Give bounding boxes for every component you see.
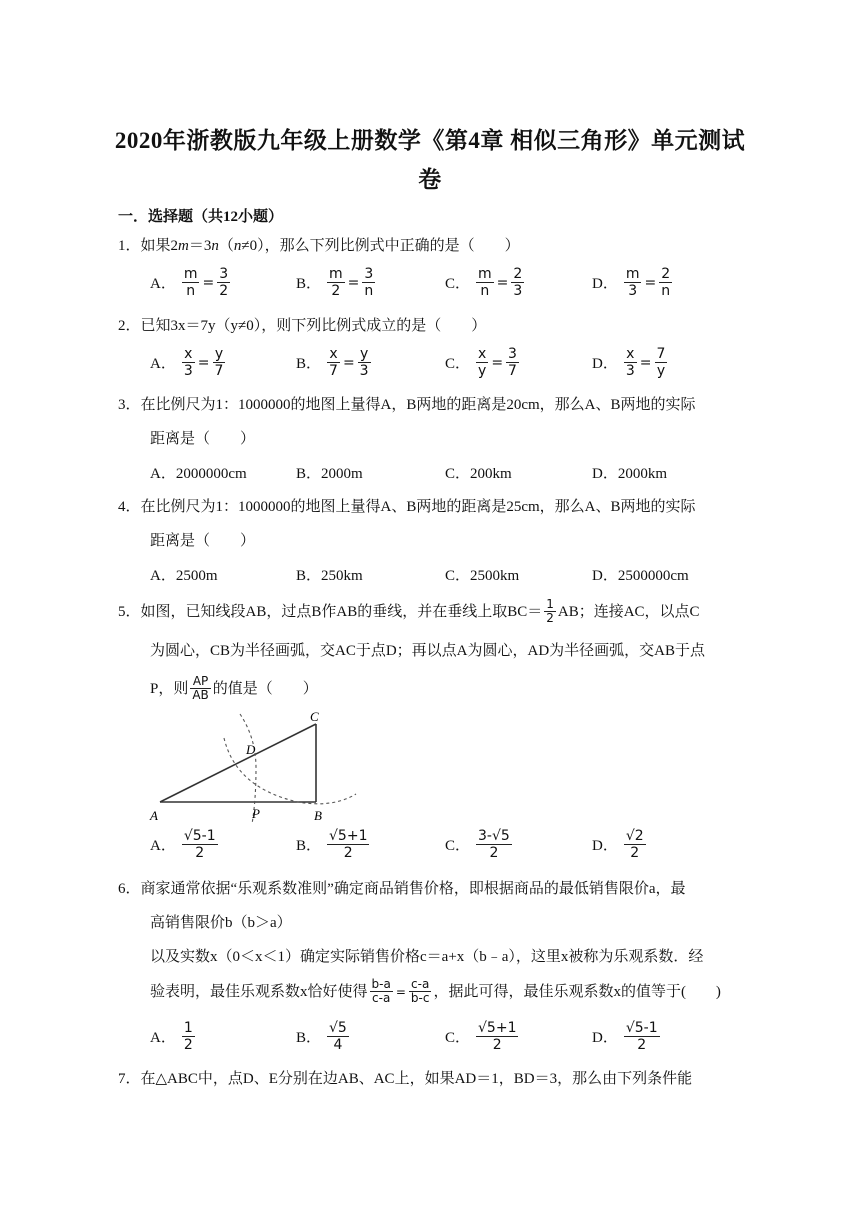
q6-option-c[interactable]: C． $\frac{√5+1}{2}$ (445, 1020, 517, 1053)
question-3-line2: 距离是（ ） (150, 431, 256, 447)
fraction: $\frac{m}{n}$ (478, 266, 492, 299)
q4-option-a[interactable]: A．2500m (150, 568, 218, 584)
q5-option-b[interactable]: B． $\frac{√5+1}{2}$ (296, 828, 368, 861)
fraction: $\frac{b-a}{c-a}$ (371, 977, 391, 1005)
question-6-line4: 验表明，最佳乐观系数x恰好使得 $\frac{b-a}{c-a}$ = $\frac{c-a}{b-c}$ ，据此可得，最佳乐观系数x的值等于( ) (150, 977, 721, 1005)
question-5-line2: 为圆心，CB为半径画弧，交AC于点D；再以点A为圆心，AD为半径画弧，交AB于点 (150, 643, 706, 659)
label-b: B (314, 808, 322, 823)
question-1: 1．如果2m＝3n（n≠0），那么下列比例式中正确的是（ ） (118, 238, 520, 254)
q3-option-d[interactable]: D．2000km (592, 466, 668, 482)
q3-option-b[interactable]: B．2000m (296, 466, 363, 482)
q6-option-a[interactable]: A． $\frac{1}{2}$ (150, 1020, 193, 1053)
question-5: 5． 如图，已知线段AB，过点B作AB的垂线，并在垂线上取BC＝ $\frac{1}{2}$ AB；连接AC，以点C (118, 597, 700, 625)
document-title-line2: 卷 (418, 167, 442, 192)
q2-option-d[interactable]: D． $\frac{x}{3}$ = $\frac{7}{y}$ (592, 346, 666, 379)
fraction: $\frac{x}{3}$ (183, 346, 193, 379)
fraction-half: $\frac{1}{2}$ (546, 597, 554, 625)
arc-centered-c (224, 738, 356, 804)
label-p: P (252, 806, 260, 821)
fraction: $\frac{√5-1}{2}$ (625, 1020, 658, 1053)
triangle-diagram (148, 708, 360, 826)
fraction: $\frac{1}{2}$ (183, 1020, 193, 1053)
question-5-line3: P，则 $\frac{AP}{AB}$ 的值是（ ） (150, 674, 318, 702)
fraction: $\frac{√5+1}{2}$ (478, 1020, 517, 1053)
label-a: A (150, 808, 158, 823)
fraction: $\frac{y}{3}$ (359, 346, 369, 379)
question-6-line2: 高销售限价b（b＞a） (150, 915, 292, 931)
q1-option-a[interactable]: A． $\frac{m}{n}$ = $\frac{3}{2}$ (150, 266, 229, 299)
label-d: D (246, 742, 256, 757)
question-number: 4． (118, 499, 141, 515)
fraction: $\frac{√2}{2}$ (625, 828, 644, 861)
label-c: C (310, 709, 319, 724)
geometry-figure (148, 708, 360, 826)
segment-ac (160, 724, 316, 802)
q6-option-b[interactable]: B． $\frac{√5}{4}$ (296, 1020, 347, 1053)
fraction: $\frac{2}{n}$ (661, 266, 671, 299)
q1-option-c[interactable]: C． $\frac{m}{n}$ = $\frac{2}{3}$ (445, 266, 523, 299)
fraction: $\frac{m}{3}$ (625, 266, 640, 299)
fraction: $\frac{y}{7}$ (214, 346, 224, 379)
document-title-line1: 2020年浙教版九年级上册数学《第4章 相似三角形》单元测试 (114, 128, 746, 153)
fraction: $\frac{√5+1}{2}$ (329, 828, 368, 861)
q3-option-c[interactable]: C．200km (445, 466, 512, 482)
fraction-ap-ab: $\frac{AP}{AB}$ (192, 674, 209, 702)
q4-option-c[interactable]: C．2500km (445, 568, 520, 584)
fraction: $\frac{x}{7}$ (329, 346, 338, 379)
fraction: $\frac{7}{y}$ (656, 346, 666, 379)
q4-option-d[interactable]: D．2500000cm (592, 568, 689, 584)
q5-option-d[interactable]: D． $\frac{√2}{2}$ (592, 828, 644, 861)
q5-option-a[interactable]: A． $\frac{√5-1}{2}$ (150, 828, 216, 861)
question-6-line3: 以及实数x（0＜x＜1）确定实际销售价格c＝a+x（b﹣a），这里x被称为乐观系数．经 (150, 949, 704, 965)
fraction: $\frac{3}{n}$ (364, 266, 374, 299)
question-number: 3． (118, 397, 141, 413)
question-2: 2．已知3x＝7y（y≠0），则下列比例式成立的是（ ） (118, 318, 487, 334)
question-number: 1． (118, 238, 141, 254)
fraction: $\frac{m}{2}$ (329, 266, 343, 299)
fraction: $\frac{c-a}{b-c}$ (410, 977, 430, 1005)
fraction: $\frac{x}{y}$ (478, 346, 487, 379)
q5-option-c[interactable]: C． $\frac{3-√5}{2}$ (445, 828, 510, 861)
question-6: 6．商家通常依据“乐观系数准则”确定商品销售价格，即根据商品的最低销售限价a，最 (118, 881, 686, 897)
q4-option-b[interactable]: B．250km (296, 568, 363, 584)
fraction: $\frac{√5-1}{2}$ (183, 828, 216, 861)
question-3: 3．在比例尺为1：1000000的地图上量得A，B两地的距离是20cm，那么A、B两地的实际 (118, 397, 696, 413)
q2-option-a[interactable]: A． $\frac{x}{3}$ = $\frac{y}{7}$ (150, 346, 224, 379)
question-number: 2． (118, 318, 141, 334)
fraction: $\frac{x}{3}$ (625, 346, 635, 379)
section-heading: 一．选择题（共12小题） (118, 209, 284, 225)
question-7: 7．在△ABC中，点D、E分别在边AB、AC上，如果AD＝1，BD＝3，那么由下列条件能 (118, 1071, 693, 1087)
fraction: $\frac{2}{3}$ (513, 266, 523, 299)
fraction: $\frac{3}{2}$ (219, 266, 229, 299)
question-4: 4．在比例尺为1：1000000的地图上量得A、B两地的距离是25cm，那么A、B两地的实际 (118, 499, 696, 515)
q3-option-a[interactable]: A．2000000cm (150, 466, 247, 482)
fraction: $\frac{3}{7}$ (508, 346, 517, 379)
fraction: $\frac{3-√5}{2}$ (478, 828, 510, 861)
q6-option-d[interactable]: D． $\frac{√5-1}{2}$ (592, 1020, 658, 1053)
q2-option-b[interactable]: B． $\frac{x}{7}$ = $\frac{y}{3}$ (296, 346, 369, 379)
question-number: 6． (118, 881, 141, 897)
question-number: 5． (118, 603, 141, 620)
q1-option-d[interactable]: D． $\frac{m}{3}$ = $\frac{2}{n}$ (592, 266, 671, 299)
fraction: $\frac{m}{n}$ (183, 266, 198, 299)
q2-option-c[interactable]: C． $\frac{x}{y}$ = $\frac{3}{7}$ (445, 346, 517, 379)
question-4-line2: 距离是（ ） (150, 533, 256, 549)
question-number: 7． (118, 1071, 141, 1087)
fraction: $\frac{√5}{4}$ (329, 1020, 347, 1053)
q1-option-b[interactable]: B． $\frac{m}{2}$ = $\frac{3}{n}$ (296, 266, 374, 299)
